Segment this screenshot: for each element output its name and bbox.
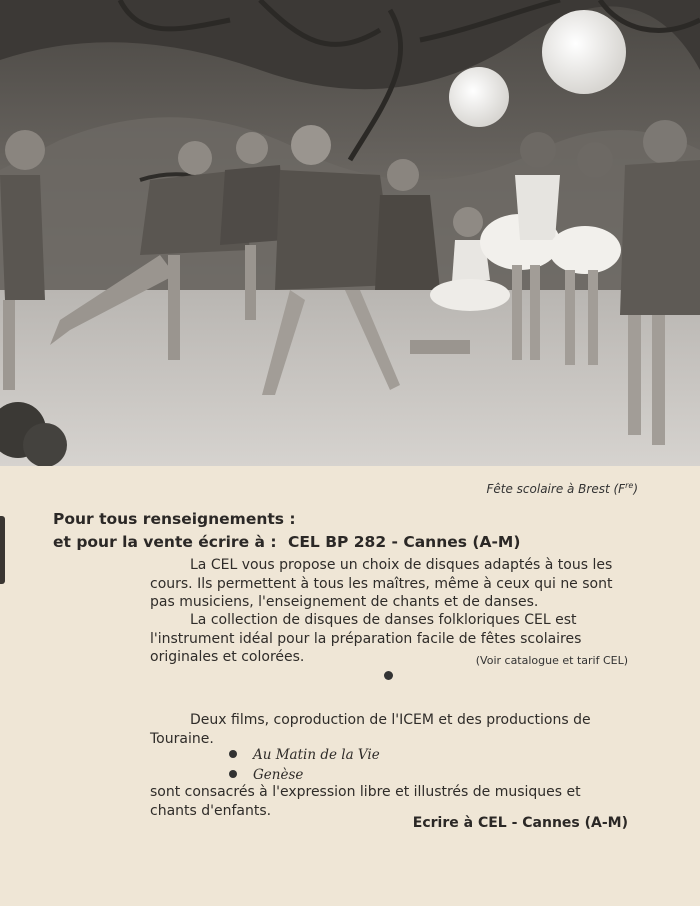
heading-order-address: CEL BP 282 - Cannes (A-M) [287, 533, 521, 551]
paragraph-films [150, 711, 628, 748]
paragraph-films-text: Deux films, coproduction de l'ICEM et des productions de Touraine. [150, 712, 591, 747]
film-title: Genèse [253, 767, 304, 783]
bullet-icon [229, 770, 237, 778]
catalogue-note: (Voir catalogue et tarif CEL) [475, 654, 628, 667]
caption-text: Fête scolaire à Brest (F [486, 482, 626, 496]
heading-info: Pour tous renseignements : [53, 510, 296, 528]
film-title: Au Matin de la Vie [253, 747, 380, 763]
paragraph-discs-text: La CEL vous propose un choix de disques adaptés à tous les cours. Ils permettent à tous les maîtres, même à ceux qui ne sont pas musiciens, l'enseignement de chants et de danses. [150, 557, 613, 610]
photo-caption [486, 481, 638, 496]
paragraph-films-purpose: sont consacrés à l'expression libre et illustrés de musiques et chants d'enfants. [150, 784, 581, 819]
paragraph-folk-dances-text: La collection de disques de danses folkloriques CEL est l'instrument idéal pour la préparation facile de fêtes scolaires originales et colorées. [150, 612, 582, 665]
heading-order-prefix: et pour la vente écrire à : [53, 533, 277, 551]
caption-close: ) [633, 482, 638, 496]
film-item [229, 767, 303, 783]
separator-bullet [384, 671, 393, 680]
film-item [229, 747, 380, 763]
page-edge-mark [0, 516, 5, 584]
heading-order [53, 533, 520, 551]
bullet-icon [229, 750, 237, 758]
paragraph-discs [150, 556, 628, 612]
contact-signature: Ecrire à CEL - Cannes (A-M) [412, 815, 628, 831]
caption-sup: re [625, 481, 634, 490]
